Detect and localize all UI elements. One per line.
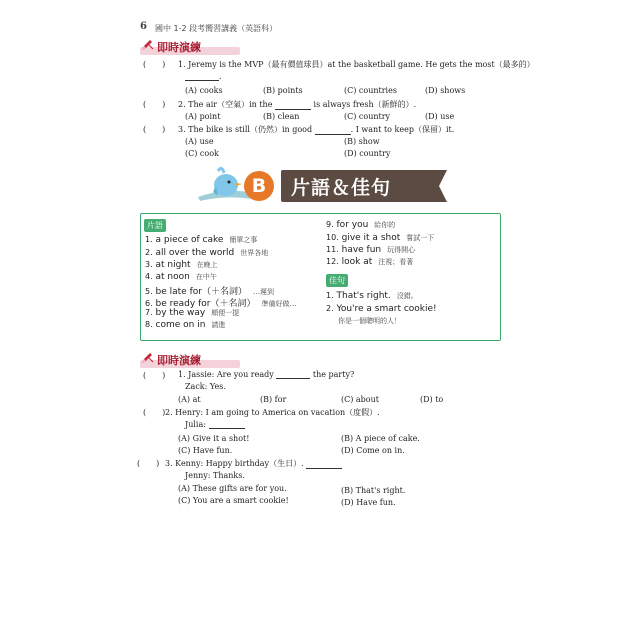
option-d: (D) Have fun. xyxy=(341,498,396,507)
dialog-reply: Jenny: Thanks. xyxy=(185,471,245,480)
question-blank-line: . xyxy=(185,72,222,81)
phrase-item: 11. have fun 玩得開心 xyxy=(326,245,416,255)
phrase-item: 3. at night 在晚上 xyxy=(145,260,218,270)
answer-paren: ( ) xyxy=(143,100,166,109)
option-c: (C) cook xyxy=(185,149,219,158)
phrase-item: 5. be late for（＋名詞） …遲到 xyxy=(145,287,274,297)
dialog-reply: Zack: Yes. xyxy=(185,382,226,391)
dialog-reply: Julia: xyxy=(185,420,245,429)
answer-paren: ( ) xyxy=(143,408,166,417)
option-b: (B) That's right. xyxy=(341,486,406,495)
option-d: (D) country xyxy=(344,149,391,158)
option-c: (C) country xyxy=(344,112,391,121)
phrase-item: 12. look at 注視；看著 xyxy=(326,257,414,267)
answer-paren: ( ) xyxy=(143,125,166,134)
option-a: (A) at xyxy=(178,395,201,404)
option-b: (B) points xyxy=(263,86,303,95)
section-letter-badge: B xyxy=(244,171,274,201)
option-d: (D) to xyxy=(420,395,444,404)
option-d: (D) use xyxy=(425,112,455,121)
question-text: 1. Jassie: Are you ready the party? xyxy=(178,370,355,379)
page-number: 6 xyxy=(140,21,147,32)
sentence-translation: 你是一個聰明的人！ xyxy=(338,317,401,325)
option-d: (D) Come on in. xyxy=(341,446,405,455)
option-c: (C) Have fun. xyxy=(178,446,233,455)
section-title-practice-2: 即時演練 xyxy=(157,354,201,367)
option-a: (A) cooks xyxy=(185,86,223,95)
sentence-item: 1. That's right. 沒錯。 xyxy=(326,291,418,301)
answer-paren: ( ) xyxy=(143,60,166,69)
option-d: (D) shows xyxy=(425,86,466,95)
phrase-item: 9. for you 給你的 xyxy=(326,220,396,230)
answer-paren: ( ) xyxy=(143,371,166,380)
option-a: (A) Give it a shot! xyxy=(178,434,250,443)
pencil-icon xyxy=(140,38,154,52)
phrase-item: 10. give it a shot 嘗試一下 xyxy=(326,233,435,243)
option-b: (B) A piece of cake. xyxy=(341,434,420,443)
pencil-icon xyxy=(140,351,154,365)
option-b: (B) show xyxy=(344,137,380,146)
option-a: (A) point xyxy=(185,112,221,121)
answer-paren: ( ) xyxy=(137,459,160,468)
phrase-item: 8. come on in 請進 xyxy=(145,320,226,330)
option-a: (A) These gifts are for you. xyxy=(178,484,287,493)
banner-tail xyxy=(433,170,447,202)
question-text: 3. The bike is still（仍然）in good . I want to keep（保留）it. xyxy=(178,125,455,134)
question-text: 1. Jeremy is the MVP（最有價值球員）at the basketball game. He gets the most（最多的） xyxy=(178,60,535,69)
phrase-item: 1. a piece of cake 簡單之事 xyxy=(145,235,258,245)
option-c: (C) You are a smart cookie! xyxy=(178,496,289,505)
option-a: (A) use xyxy=(185,137,214,146)
option-c: (C) about xyxy=(341,395,379,404)
phrase-item: 7. by the way 順便一提 xyxy=(145,308,240,318)
sentence-item: 2. You're a smart cookie! xyxy=(326,304,437,314)
section-banner-title: 片語＆佳句 xyxy=(291,177,392,199)
phrase-tag: 片語 xyxy=(144,219,166,232)
section-title-practice-1: 即時演練 xyxy=(157,41,201,54)
question-text: 2. Henry: I am going to America on vacation（度假）. xyxy=(165,408,380,417)
running-header: 國中 1-2 段考嚮習講義（英語科） xyxy=(155,24,278,33)
option-c: (C) countries xyxy=(344,86,397,95)
option-b: (B) for xyxy=(260,395,287,404)
sentence-tag: 佳句 xyxy=(326,274,348,287)
question-text: 2. The air（空氣）in the is always fresh（新鮮的）. xyxy=(178,100,417,109)
question-text: 3. Kenny: Happy birthday（生日）. xyxy=(165,458,342,469)
option-b: (B) clean xyxy=(263,112,300,121)
phrase-item: 2. all over the world 世界各地 xyxy=(145,248,269,258)
phrase-item: 4. at noon 在中午 xyxy=(145,272,217,282)
phrase-item: 6. be ready for（＋名詞） 準備好做… xyxy=(145,299,297,309)
